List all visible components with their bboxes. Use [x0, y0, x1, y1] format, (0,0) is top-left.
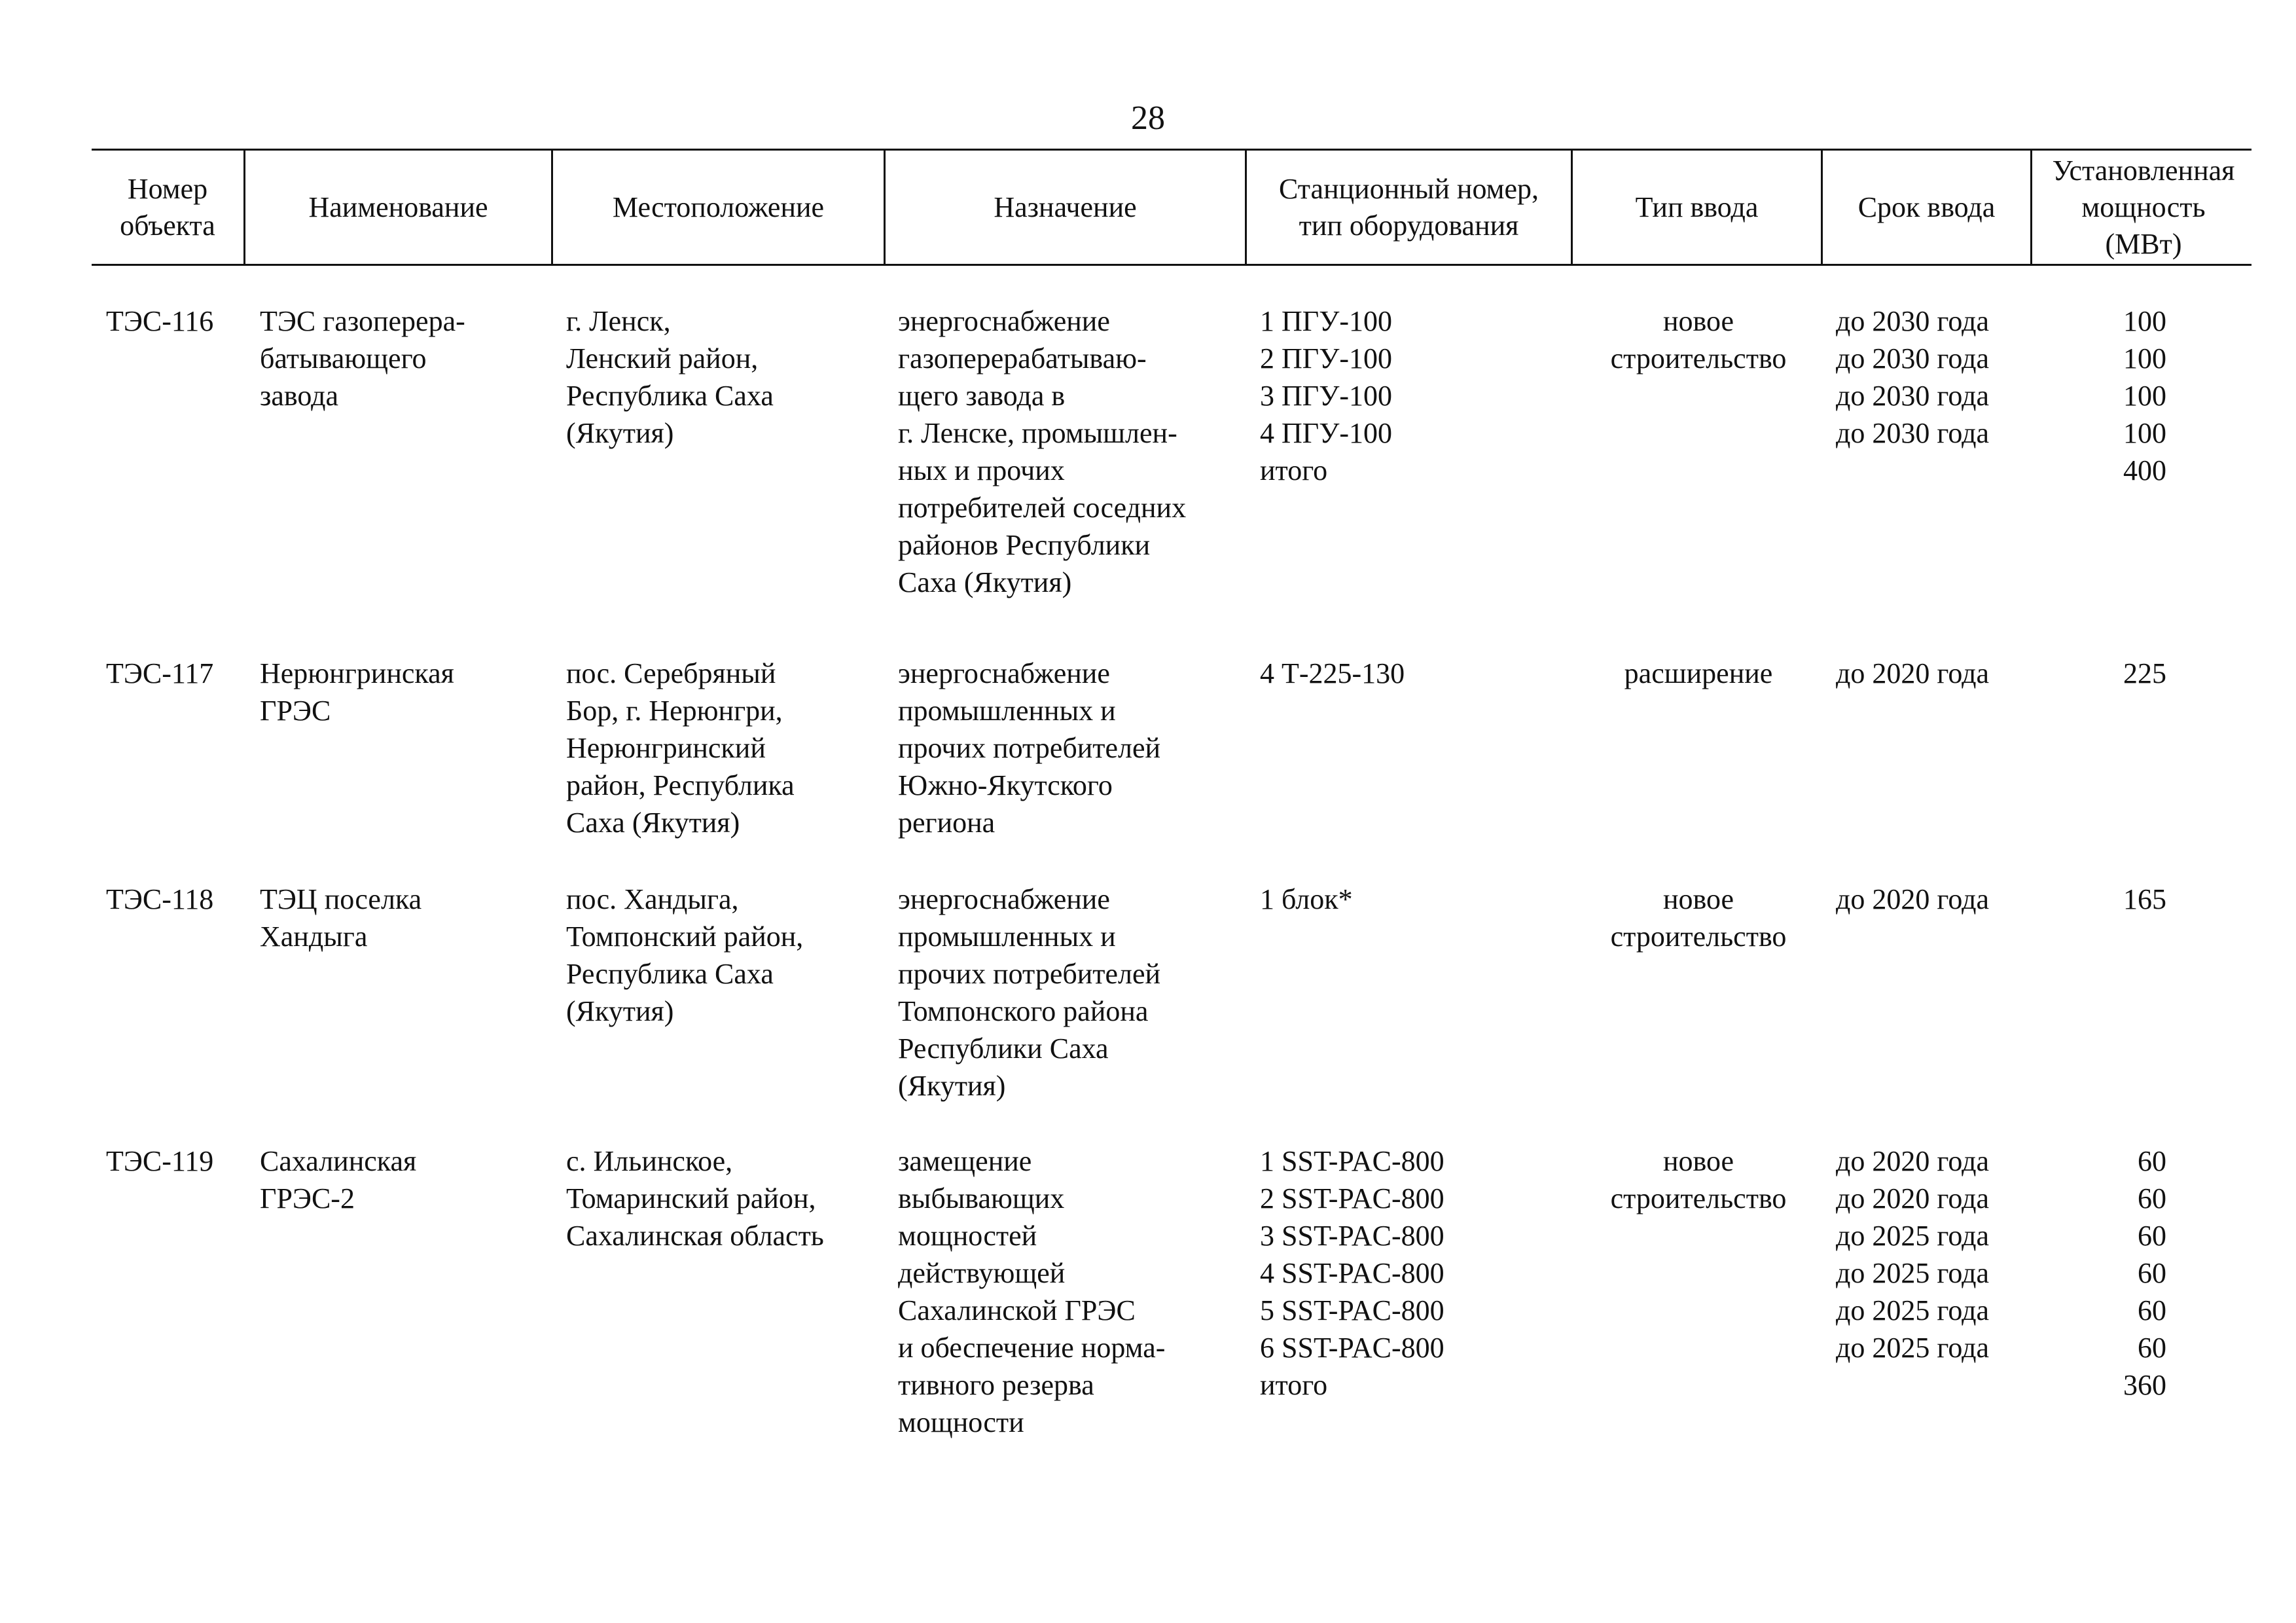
header-capacity: Установленная мощность (МВт) — [2052, 154, 2235, 260]
cell-line: Республика Саха — [566, 958, 774, 990]
location-cell — [566, 881, 880, 1030]
cell-line: до 2030 года — [1836, 380, 1989, 412]
cell-line: Республика Саха — [566, 380, 774, 412]
deadline-cell — [1836, 655, 2026, 692]
purpose-cell — [898, 881, 1242, 1104]
cell-line: 3 SST-PAC-800 — [1260, 1220, 1444, 1252]
cell-line: до 2020 года — [1836, 1182, 1989, 1214]
cell-line: выбывающих — [898, 1182, 1065, 1214]
header-input-type: Тип ввода — [1635, 191, 1759, 223]
object-number-cell — [106, 1142, 237, 1180]
purpose-cell — [898, 655, 1242, 841]
cell-line: г. Ленск, — [566, 305, 671, 337]
cell-line: Ленский район, — [566, 342, 759, 374]
input-type-cell — [1577, 655, 1820, 692]
header-equipment: Станционный номер, тип оборудования — [1279, 172, 1539, 242]
cell-line: 4 SST-PAC-800 — [1260, 1257, 1444, 1289]
equipment-cell — [1260, 1142, 1568, 1404]
cell-line: Нерюнгринский — [566, 732, 766, 764]
equipment-cell — [1260, 881, 1568, 918]
cell-line: Сахалинская область — [566, 1220, 824, 1252]
cell-line: ГРЭС — [260, 695, 331, 727]
cell-line: 165 — [2123, 883, 2166, 915]
cell-line: Бор, г. Нерюнгри, — [566, 695, 783, 727]
input-type-cell — [1577, 1142, 1820, 1217]
cell-line: Республики Саха — [898, 1032, 1109, 1065]
cell-line: завода — [260, 380, 339, 412]
location-cell — [566, 655, 880, 841]
cell-line: новое — [1662, 883, 1734, 915]
cell-line: новое — [1662, 1145, 1734, 1177]
cell-line: расширение — [1624, 657, 1773, 689]
cell-line: региона — [898, 807, 996, 839]
cell-line: итого — [1260, 1369, 1328, 1401]
cell-line: ТЭС-116 — [106, 305, 214, 337]
object-number-cell — [106, 302, 237, 340]
cell-line: и обеспечение норма- — [898, 1332, 1166, 1364]
cell-line: мощности — [898, 1406, 1024, 1438]
cell-line: замещение — [898, 1145, 1032, 1177]
deadline-cell — [1836, 1142, 2026, 1366]
header-name: Наименование — [308, 191, 488, 223]
cell-line: 3 ПГУ-100 — [1260, 380, 1393, 412]
cell-line: энергоснабжение — [898, 883, 1110, 915]
cell-line: 100 — [2123, 342, 2166, 374]
capacity-cell — [2036, 302, 2166, 489]
cell-line: Хандыга — [260, 921, 368, 953]
capacity-cell — [2036, 655, 2166, 692]
cell-line: батывающего — [260, 342, 427, 374]
cell-line: промышленных и — [898, 921, 1116, 953]
cell-line: щего завода в — [898, 380, 1066, 412]
cell-line: 5 SST-PAC-800 — [1260, 1294, 1444, 1326]
cell-line: с. Ильинское, — [566, 1145, 733, 1177]
cell-line: строительство — [1610, 921, 1787, 953]
cell-line: до 2030 года — [1836, 342, 1989, 374]
cell-line: 60 — [2138, 1145, 2166, 1177]
cell-line: газоперерабатываю- — [898, 342, 1147, 374]
cell-line: ТЭС-119 — [106, 1145, 214, 1177]
cell-line: районов Республики — [898, 529, 1151, 561]
header-object-number: Номер объекта — [120, 172, 215, 242]
cell-line: ТЭС газоперера- — [260, 305, 465, 337]
name-cell — [260, 1142, 548, 1217]
cell-line: 60 — [2138, 1220, 2166, 1252]
cell-line: прочих потребителей — [898, 732, 1161, 764]
table-header-bottom-border — [92, 264, 2251, 266]
cell-line: 2 SST-PAC-800 — [1260, 1182, 1444, 1214]
cell-line: энергоснабжение — [898, 305, 1110, 337]
cell-line: 360 — [2123, 1369, 2166, 1401]
cell-line: мощностей — [898, 1220, 1037, 1252]
deadline-cell — [1836, 881, 2026, 918]
location-cell — [566, 1142, 880, 1254]
cell-line: до 2020 года — [1836, 1145, 1989, 1177]
deadline-cell — [1836, 302, 2026, 452]
cell-line: итого — [1260, 454, 1328, 486]
page-number: 28 — [1131, 100, 1165, 137]
cell-line: строительство — [1610, 342, 1787, 374]
cell-line: до 2025 года — [1836, 1332, 1989, 1364]
capacity-cell — [2036, 881, 2166, 918]
cell-line: 60 — [2138, 1332, 2166, 1364]
cell-line: до 2025 года — [1836, 1257, 1989, 1289]
equipment-cell — [1260, 655, 1568, 692]
header-purpose: Назначение — [994, 191, 1137, 223]
cell-line: Саха (Якутия) — [898, 566, 1072, 598]
cell-line: ТЭЦ поселка — [260, 883, 422, 915]
cell-line: новое — [1662, 305, 1734, 337]
cell-line: (Якутия) — [566, 995, 674, 1027]
cell-line: прочих потребителей — [898, 958, 1161, 990]
cell-line: ГРЭС-2 — [260, 1182, 355, 1214]
cell-line: пос. Хандыга, — [566, 883, 739, 915]
purpose-cell — [898, 302, 1242, 601]
cell-line: 400 — [2123, 454, 2166, 486]
cell-line: 60 — [2138, 1294, 2166, 1326]
name-cell — [260, 655, 548, 729]
cell-line: 6 SST-PAC-800 — [1260, 1332, 1444, 1364]
cell-line: 60 — [2138, 1257, 2166, 1289]
object-number-cell — [106, 655, 237, 692]
cell-line: до 2030 года — [1836, 305, 1989, 337]
cell-line: г. Ленске, промышлен- — [898, 417, 1177, 449]
cell-line: Саха (Якутия) — [566, 807, 740, 839]
cell-line: 2 ПГУ-100 — [1260, 342, 1393, 374]
cell-line: до 2025 года — [1836, 1220, 1989, 1252]
cell-line: Томпонский район, — [566, 921, 804, 953]
cell-line: 1 ПГУ-100 — [1260, 305, 1393, 337]
equipment-cell — [1260, 302, 1568, 489]
cell-line: 1 блок* — [1260, 883, 1353, 915]
cell-line: потребителей соседних — [898, 492, 1187, 524]
cell-line: до 2025 года — [1836, 1294, 1989, 1326]
cell-line: Томпонского района — [898, 995, 1149, 1027]
capacity-cell — [2036, 1142, 2166, 1404]
cell-line: тивного резерва — [898, 1369, 1094, 1401]
input-type-cell — [1577, 881, 1820, 955]
cell-line: 60 — [2138, 1182, 2166, 1214]
header-deadline: Срок ввода — [1857, 191, 1996, 223]
cell-line: Сахалинская — [260, 1145, 417, 1177]
cell-line: действующей — [898, 1257, 1066, 1289]
cell-line: 100 — [2123, 305, 2166, 337]
cell-line: (Якутия) — [566, 417, 674, 449]
cell-line: 100 — [2123, 417, 2166, 449]
cell-line: (Якутия) — [898, 1070, 1006, 1102]
cell-line: ных и прочих — [898, 454, 1065, 486]
cell-line: Южно-Якутского — [898, 769, 1113, 801]
cell-line: 100 — [2123, 380, 2166, 412]
cell-line: ТЭС-118 — [106, 883, 214, 915]
cell-line: 4 ПГУ-100 — [1260, 417, 1393, 449]
cell-line: 225 — [2123, 657, 2166, 689]
location-cell — [566, 302, 880, 452]
cell-line: пос. Серебряный — [566, 657, 776, 689]
cell-line: Сахалинской ГРЭС — [898, 1294, 1136, 1326]
name-cell — [260, 881, 548, 955]
cell-line: Томаринский район, — [566, 1182, 816, 1214]
cell-line: до 2030 года — [1836, 417, 1989, 449]
cell-line: до 2020 года — [1836, 657, 1989, 689]
object-number-cell — [106, 881, 237, 918]
input-type-cell — [1577, 302, 1820, 377]
cell-line: промышленных и — [898, 695, 1116, 727]
name-cell — [260, 302, 548, 414]
cell-line: энергоснабжение — [898, 657, 1110, 689]
cell-line: Нерюнгринская — [260, 657, 454, 689]
cell-line: ТЭС-117 — [106, 657, 214, 689]
header-location: Местоположение — [612, 191, 825, 223]
cell-line: 1 SST-PAC-800 — [1260, 1145, 1444, 1177]
cell-line: район, Республика — [566, 769, 795, 801]
cell-line: строительство — [1610, 1182, 1787, 1214]
purpose-cell — [898, 1142, 1242, 1441]
cell-line: до 2020 года — [1836, 883, 1989, 915]
cell-line: 4 Т-225-130 — [1260, 657, 1405, 689]
